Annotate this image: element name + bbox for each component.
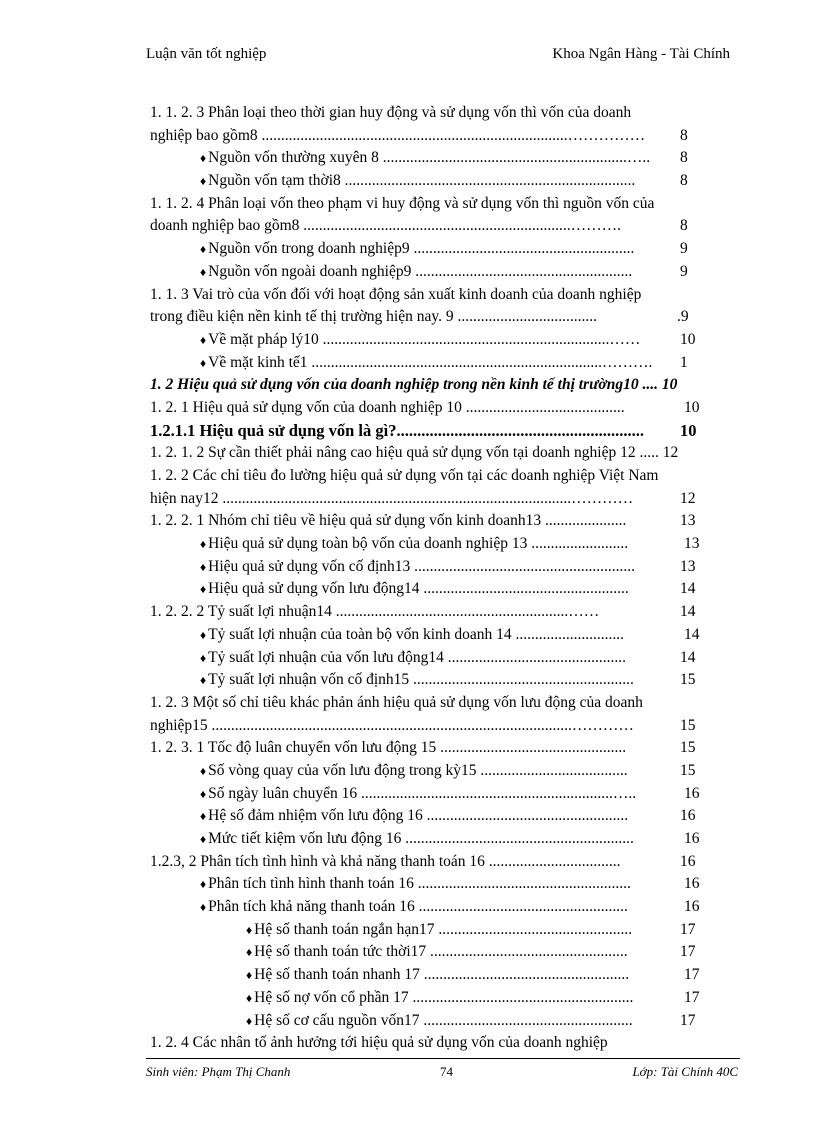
toc-entry-text: Hệ số thanh toán tức thời17 ................................................... [254,943,628,961]
toc-entry-text: Số ngày luân chuyển 16 .................................................................….. [208,784,637,802]
toc-entry [150,896,740,919]
toc-entry [150,533,740,556]
toc-entry-page: 9 [680,240,688,258]
toc-entry-page: 16 [684,875,700,893]
toc-entry-text: hiện nay12 ..........................................................................................………… [150,489,634,507]
toc-entry-text: Hệ số thanh toán ngắn hạn17 .................................................. [254,920,633,938]
toc-entry-section-heading [150,374,740,397]
toc-entry [150,238,740,261]
toc-entry [150,306,740,329]
toc-entry-page: 17 [680,943,696,961]
toc-entry [150,147,740,170]
toc-entry-text: Về mặt kinh tế1 ...........................................................................………. [208,353,653,371]
toc-entry-page: 1 [680,353,688,371]
diamond-bullet-icon: ♦ [200,650,207,665]
toc-entry [150,556,740,579]
diamond-bullet-icon: ♦ [200,900,207,915]
toc-entry-text: Hệ số nợ vốn cổ phần 17 ......................................................... [254,988,634,1006]
toc-entry-page: 9 [680,262,688,280]
toc-entry-page: 8 [680,149,688,167]
diamond-bullet-icon: ♦ [200,242,207,257]
toc-entry-page: 14 [680,580,696,598]
toc-entry-text: 1. 2. 1. 2 Sự cần thiết phải nâng cao hiệu quả sử dụng vốn tại doanh nghiệp 12 ..... 12 [150,444,679,462]
header-right: Khoa Ngân Hàng - Tài Chính [552,46,730,62]
toc-entry-page: 13 [680,557,696,575]
toc-entry [150,215,740,238]
toc-entry [150,783,740,806]
diamond-bullet-icon: ♦ [200,763,207,778]
diamond-bullet-icon: ♦ [200,174,207,189]
toc-entry [150,987,740,1010]
toc-entry-page: 17 [680,1011,696,1029]
toc-entry-text: 1. 2 Hiệu quả sử dụng vốn của doanh nghiệp trong nền kinh tế thị trường10 .... 10 [150,376,678,394]
toc-entry-page: 15 [680,739,696,757]
toc-entry-text: Hiệu quả sử dụng toàn bộ vốn của doanh nghiệp 13 ......................... [208,535,629,553]
toc-entry-page: 14 [680,648,696,666]
toc-entry-page: 8 [680,217,688,235]
diamond-bullet-icon: ♦ [200,582,207,597]
toc-entry-text: 1. 2. 2. 2 Tỷ suất lợi nhuận14 ............................................................…… [150,603,600,621]
footer-divider [146,1058,740,1059]
toc-entry-text: doanh nghiệp bao gồm8 .....................................................................………. [150,217,622,235]
toc-entry [150,420,740,443]
toc-entry [150,284,740,307]
diamond-bullet-icon: ♦ [200,355,207,370]
toc-entry-text: nghiệp bao gồm8 ...............................................................................…………… [150,126,646,144]
toc-entry-text: trong điều kiện nền kinh tế thị trường hiện nay. 9 .................................... [150,308,597,326]
toc-entry [150,873,740,896]
toc-entry-page: 15 [680,671,696,689]
toc-entry-text: Tỷ suất lợi nhuận của vốn lưu động14 .............................................. [208,648,626,666]
toc-entry-text: Về mặt pháp lý10 ..........................................................................…… [208,330,641,348]
toc-entry-page: 16 [684,830,700,847]
toc-entry-page: 13 [680,512,696,530]
toc-entry-text: Tỷ suất lợi nhuận vốn cố định15 ......................................................... [208,671,634,689]
toc-entry [150,964,740,987]
toc-entry [150,692,740,715]
toc-entry [150,170,740,193]
toc-entry [150,624,740,647]
toc-entry-text: 1. 2. 3 Một số chỉ tiêu khác phản ánh hiệu quả sử dụng vốn lưu động của doanh [150,693,643,711]
toc-entry [150,510,740,533]
toc-entry-page: 14 [684,625,700,643]
diamond-bullet-icon: ♦ [246,968,253,983]
footer-student: Sinh viên: Phạm Thị Chanh [146,1064,291,1079]
toc-entry [150,737,740,760]
toc-entry-text: Nguồn vốn ngoài doanh nghiệp9 ........................................................ [208,262,633,280]
footer-class: Lớp: Tài Chính 40C [632,1064,738,1079]
diamond-bullet-icon: ♦ [246,1013,253,1028]
toc-entry-text: 1. 1. 3 Vai trò của vốn đối với hoạt động sản xuất kinh doanh của doanh nghiệp [150,285,642,303]
toc-entry-text: 1.2.1.1 Hiệu quả sử dụng vốn là gì?............................................................ [150,420,644,440]
toc-entry-text: Hiệu quả sử dụng vốn lưu động14 ..................................................... [208,580,629,598]
diamond-bullet-icon: ♦ [246,922,253,937]
toc-entry [150,851,740,874]
toc-entry-text: 1. 1. 2. 3 Phân loại theo thời gian huy động và sử dụng vốn thì vốn của doanh [150,104,632,121]
toc-entry-text: 1. 2. 2 Các chỉ tiêu đo lường hiệu quả sử dụng vốn tại các doanh nghiệp Việt Nam [150,467,659,484]
toc-entry-text: Hiệu quả sử dụng vốn cố định13 ......................................................... [208,557,636,575]
toc-entry-page: 16 [680,807,696,825]
toc-entry [150,601,740,624]
diamond-bullet-icon: ♦ [200,786,207,801]
diamond-bullet-icon: ♦ [200,673,207,688]
toc-entry-page: 10 [684,398,700,416]
toc-entry [150,102,740,125]
toc-entry [150,669,740,692]
diamond-bullet-icon: ♦ [200,559,207,574]
toc-entry-text: 1.2.3, 2 Phân tích tình hình và khả năng thanh toán 16 .................................. [150,852,621,870]
toc-entry-text: 1. 2. 3. 1 Tốc độ luân chuyển vốn lưu động 15 ................................................ [150,739,627,757]
toc-entry-page: 10 [680,420,697,440]
toc-entry-page: 17 [680,920,696,938]
toc-entry [150,715,740,738]
toc-entry [150,488,740,511]
toc-entry-page: 16 [684,898,700,916]
toc-entry [150,1032,740,1055]
diamond-bullet-icon: ♦ [246,945,253,960]
diamond-bullet-icon: ♦ [200,877,207,892]
toc-entry [150,1010,740,1033]
toc-entry-page: 8 [680,172,688,190]
toc-entry [150,352,740,375]
toc-entry [150,805,740,828]
toc-entry-text: Nguồn vốn tạm thời8 ........................................................................... [208,172,636,190]
toc-entry-text: Số vòng quay của vốn lưu động trong kỳ15 ...................................... [208,761,628,779]
toc-entry [150,760,740,783]
toc-entry-page: 16 [680,852,696,870]
footer-page-number: 74 [440,1064,453,1079]
toc-entry [150,261,740,284]
toc-entry-text: Hệ số đảm nhiệm vốn lưu động 16 .................................................... [208,807,629,825]
diamond-bullet-icon: ♦ [200,537,207,552]
toc-entry [150,919,740,942]
toc-entry [150,941,740,964]
diamond-bullet-icon: ♦ [200,627,207,642]
toc-entry-text: Hệ số thanh toán nhanh 17 ..................................................... [254,966,630,984]
toc-entry [150,193,740,216]
toc-entry-text: Nguồn vốn trong doanh nghiệp9 ......................................................... [208,240,635,258]
toc-entry-text: Mức tiết kiệm vốn lưu động 16 ........................................................... [208,830,634,847]
toc-entry [150,578,740,601]
toc-entry-page: 17 [684,988,700,1006]
diamond-bullet-icon: ♦ [200,264,207,279]
toc-entry-page: .9 [677,308,689,326]
toc-entry-page: 15 [680,761,696,779]
toc-entry-page: 15 [680,716,696,734]
toc-entry-page: 10 [680,330,696,348]
toc-entry-page: 16 [684,784,700,802]
toc-entry-text: nghiệp15 .............................................................................................………… [150,716,634,734]
table-of-contents [150,102,740,1055]
diamond-bullet-icon: ♦ [200,332,207,347]
toc-entry-page: 12 [680,489,696,507]
toc-entry-text: Nguồn vốn thường xuyên 8 ...............................................................….. [208,149,651,167]
toc-entry [150,442,740,465]
toc-entry [150,647,740,670]
toc-entry-text: Tỷ suất lợi nhuận của toàn bộ vốn kinh doanh 14 ............................ [208,625,625,643]
toc-entry [150,397,740,420]
toc-entry-text: 1. 2. 1 Hiệu quả sử dụng vốn của doanh nghiệp 10 ......................................... [150,398,625,416]
diamond-bullet-icon: ♦ [200,832,207,846]
toc-entry [150,465,740,488]
toc-entry-text: Phân tích khả năng thanh toán 16 ...................................................... [208,898,628,916]
toc-entry [150,329,740,352]
toc-entry [150,125,740,148]
toc-entry-page: 14 [680,603,696,621]
toc-entry-page: 13 [684,535,700,553]
diamond-bullet-icon: ♦ [246,990,253,1005]
toc-entry-text: Phân tích tình hình thanh toán 16 ....................................................... [208,875,631,893]
toc-entry-text: 1. 1. 2. 4 Phân loại vốn theo phạm vi huy động và sử dụng vốn thì nguồn vốn của [150,194,655,212]
toc-entry [150,828,740,851]
toc-entry-page: 8 [680,126,688,144]
toc-entry-text: Hệ số cơ cấu nguồn vốn17 ...................................................... [254,1011,633,1029]
header-left: Luận văn tốt nghiệp [146,46,267,62]
toc-entry-text: 1. 2. 4 Các nhân tố ảnh hưởng tới hiệu quả sử dụng vốn của doanh nghiệp [150,1034,608,1052]
toc-entry-text: 1. 2. 2. 1 Nhóm chỉ tiêu về hiệu quả sử dụng vốn kinh doanh13 ..................... [150,512,627,530]
diamond-bullet-icon: ♦ [200,809,207,824]
toc-entry-page: 17 [684,966,700,984]
diamond-bullet-icon: ♦ [200,151,207,166]
